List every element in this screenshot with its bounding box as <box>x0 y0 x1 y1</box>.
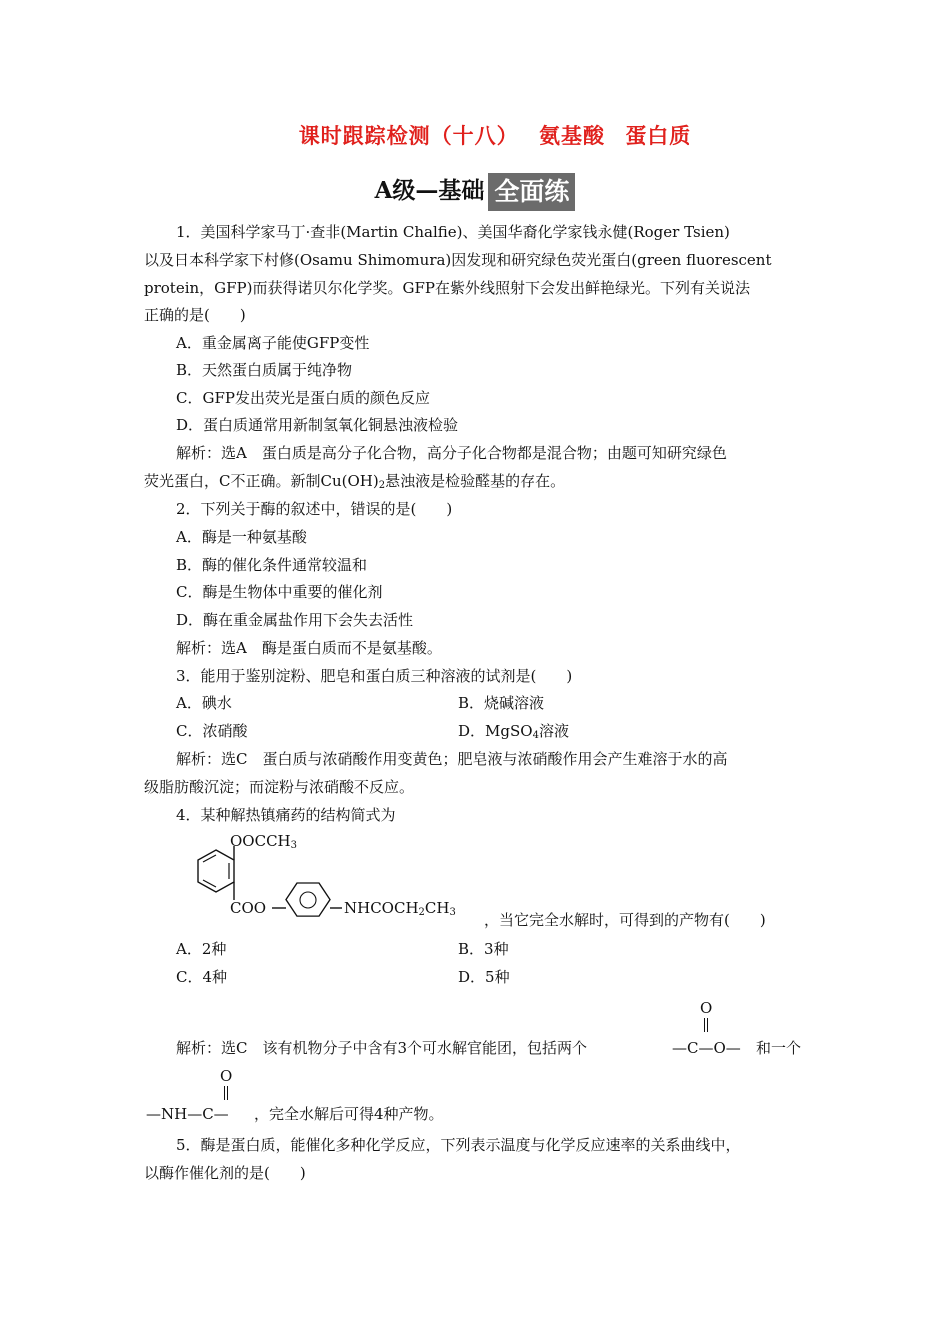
q2-answer: 解析：选A 酶是蛋白质而不是氨基酸。 <box>176 639 442 657</box>
q3-option-a: A．碘水 <box>176 694 232 712</box>
q4-option-b: B．3种 <box>458 940 509 958</box>
group-nhcoch2ch3 <box>344 899 456 922</box>
amide-double-bond <box>224 1086 226 1100</box>
q3-option-d-text: D．MgSO <box>458 722 533 740</box>
q3-answer-line2: 级脂肪酸沉淀；而淀粉与浓硝酸不反应。 <box>144 778 415 796</box>
q4-option-a: A．2种 <box>176 940 227 958</box>
q1-option-c: C．GFP发出荧光是蛋白质的颜色反应 <box>176 389 430 407</box>
title-part1: 课时跟踪检测（十八） <box>298 123 519 148</box>
level-heading <box>0 172 950 211</box>
q2-stem: 2．下列关于酶的叙述中，错误的是( ) <box>176 500 453 518</box>
structural-formula <box>180 828 480 924</box>
q2-option-d: D．酶在重金属盐作用下会失去活性 <box>176 611 414 629</box>
group-ooc-ch3-text: OOCCH <box>230 832 291 850</box>
q4-answer-tail: ，完全水解后可得4种产物。 <box>254 1105 444 1123</box>
group-nh-sub1: 2 <box>418 907 425 918</box>
q4-option-d: D．5种 <box>458 968 510 986</box>
level-prefix: A级—基础 <box>374 177 485 204</box>
q2-option-c: C．酶是生物体中重要的催化剂 <box>176 583 383 601</box>
ester-carbonyl-o: O <box>700 999 713 1017</box>
amide-text: —NH—C— <box>146 1105 229 1123</box>
group-nh-sub2: 3 <box>449 907 456 918</box>
q3-stem: 3．能用于鉴别淀粉、肥皂和蛋白质三种溶液的试剂是( ) <box>176 667 573 685</box>
q4-stem-tail: ，当它完全水解时，可得到的产物有( ) <box>484 911 766 929</box>
q1-stem-line3: protein，GFP)而获得诺贝尔化学奖。GFP在紫外线照射下会发出鲜艳绿光。下列有关说法 <box>144 279 750 297</box>
q1-stem-line1: 1．美国科学家马丁·查非(Martin Chalfie)、美国华裔化学家钱永健(Roger Tsien) <box>176 223 730 241</box>
group-ooc-ch3-sub: 3 <box>290 840 298 851</box>
q1-answer-sub: 2 <box>378 480 386 491</box>
q3-option-b: B．烧碱溶液 <box>458 694 545 712</box>
q1-stem-line4: 正确的是( ) <box>144 306 246 324</box>
group-ooc-ch3 <box>230 832 297 855</box>
title-part3: 蛋白质 <box>625 123 692 148</box>
q1-answer-text-a: 荧光蛋白，C不正确。新制Cu(OH) <box>144 472 379 490</box>
q4-stem: 4．某种解热镇痛药的结构简式为 <box>176 806 396 824</box>
q3-option-d-tail: 溶液 <box>538 722 569 740</box>
amide-double-bond-2 <box>227 1086 229 1100</box>
q3-option-d-sub: 4 <box>532 730 539 741</box>
q3-option-c: C．浓硝酸 <box>176 722 248 740</box>
q2-option-b: B．酶的催化条件通常较温和 <box>176 556 368 574</box>
q5-stem-line1: 5．酶是蛋白质，能催化多种化学反应，下列表示温度与化学反应速率的关系曲线中， <box>176 1136 741 1154</box>
q1-stem-line2: 以及日本科学家下村修(Osamu Shimomura)因发现和研究绿色荧光蛋白(green fluorescent <box>144 251 772 269</box>
q1-answer-text-b: 悬浊液是检验醛基的存在。 <box>385 472 566 490</box>
ester-double-bond-2 <box>707 1018 709 1032</box>
group-coo: COO <box>230 899 267 917</box>
page-title <box>0 120 950 150</box>
group-nh-text: NHCOCH <box>344 899 419 917</box>
q5-stem-line2: 以酶作催化剂的是( ) <box>144 1164 306 1182</box>
q4-option-c: C．4种 <box>176 968 228 986</box>
ester-text: —C—O— <box>672 1039 741 1057</box>
q2-option-a: A．酶是一种氨基酸 <box>176 528 307 546</box>
q1-answer-line1: 解析：选A 蛋白质是高分子化合物，高分子化合物都是混合物；由题可知研究绿色 <box>176 444 727 462</box>
title-part2: 氨基酸 <box>539 123 605 148</box>
ester-double-bond <box>704 1018 706 1032</box>
amide-carbonyl-o: O <box>220 1067 233 1085</box>
q4-answer-start: 解析：选C 该有机物分子中含有3个可水解官能团，包括两个 <box>176 1039 588 1057</box>
group-nh-text-b: CH <box>424 899 450 917</box>
level-tag: 全面练 <box>488 173 575 211</box>
q4-answer-mid: 和一个 <box>756 1039 802 1057</box>
q1-option-a: A．重金属离子能使GFP变性 <box>176 334 370 352</box>
q3-answer-line1: 解析：选C 蛋白质与浓硝酸作用变黄色；肥皂液与浓硝酸作用会产生难溶于水的高 <box>176 750 728 768</box>
q1-option-d: D．蛋白质通常用新制氢氧化铜悬浊液检验 <box>176 416 459 434</box>
q1-option-b: B．天然蛋白质属于纯净物 <box>176 361 353 379</box>
